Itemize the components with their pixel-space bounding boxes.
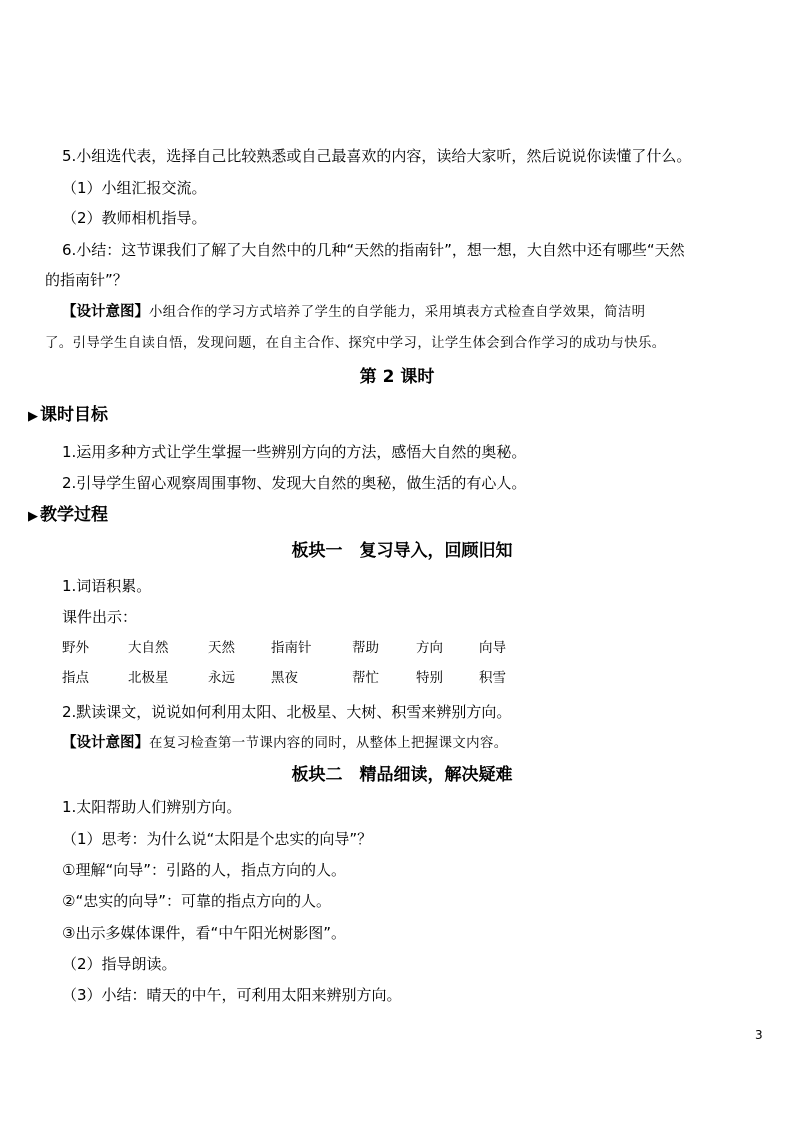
step-5-sub-1: （1）小组汇报交流。 (62, 179, 207, 197)
block-2-sub-2: （2）指导朗读。 (62, 955, 177, 973)
block-1-courseware-label: 课件出示： (62, 608, 138, 626)
step-5-text: 5.小组选代表，选择自己比较熟悉或自己最喜欢的内容，读给大家听，然后说说你读懂了什么。 (62, 147, 692, 165)
design-intent-2 (62, 733, 508, 754)
vocab-word: 帮助 (352, 640, 379, 656)
lesson-title: 第 2 课时 (359, 367, 435, 387)
block-2-point-3: ③出示多媒体课件，看“中午阳光树影图”。 (62, 924, 346, 942)
design-intent-tag: 【设计意图】 (62, 735, 149, 751)
design-intent-1-cont: 了。引导学生自读自悟，发现问题，在自主合作、探究中学习，让学生体会到合作学习的成功与快乐。 (45, 336, 666, 351)
block-1-item-1: 1.词语积累。 (62, 577, 152, 595)
vocab-word: 天然 (208, 640, 235, 656)
block-1-item-2: 2.默读课文，说说如何利用太阳、北极星、大树、积雪来辨别方向。 (62, 703, 512, 721)
goal-2: 2.引导学生留心观察周围事物、发现大自然的奥秘，做生活的有心人。 (62, 474, 527, 492)
section-process-heading (28, 503, 108, 529)
page-number: 3 (755, 1028, 763, 1042)
block-2-sub-1: （1）思考：为什么说“太阳是个忠实的向导”？ (62, 830, 373, 848)
vocab-word: 北极星 (128, 670, 169, 686)
goal-1: 1.运用多种方式让学生掌握一些辨别方向的方法，感悟大自然的奥秘。 (62, 443, 527, 461)
block-2-point-1: ①理解“向导”：引路的人，指点方向的人。 (62, 861, 346, 879)
vocab-word: 帮忙 (352, 670, 379, 686)
vocab-word: 永远 (208, 670, 235, 686)
vocab-word: 方向 (416, 640, 443, 656)
vocab-word: 指点 (62, 670, 89, 686)
step-6-text-cont: 的指南针”？ (45, 271, 128, 289)
vocab-word: 大自然 (128, 640, 169, 656)
block-1-title: 板块一 复习导入，回顾旧知 (291, 541, 513, 561)
vocab-word: 向导 (479, 640, 506, 656)
section-process-label: 教学过程 (40, 505, 108, 525)
vocab-word: 积雪 (479, 670, 506, 686)
block-2-sub-3: （3）小结：晴天的中午，可利用太阳来辨别方向。 (62, 986, 402, 1004)
block-2-point-2: ②“忠实的向导”：可靠的指点方向的人。 (62, 892, 331, 910)
design-intent-text: 小组合作的学习方式培养了学生的自学能力，采用填表方式检查自学效果，简洁明 (149, 305, 646, 320)
section-goals-heading (28, 403, 108, 429)
design-intent-tag: 【设计意图】 (62, 304, 149, 320)
block-2-item-1: 1.太阳帮助人们辨别方向。 (62, 798, 242, 816)
block-2-title: 板块二 精品细读，解决疑难 (291, 765, 513, 785)
triangle-right-icon: ▶ (28, 409, 38, 424)
design-intent-text: 在复习检查第一节课内容的同时，从整体上把握课文内容。 (149, 736, 508, 751)
step-5-sub-2: （2）教师相机指导。 (62, 209, 207, 227)
vocab-word: 特别 (416, 670, 443, 686)
design-intent-1 (62, 302, 645, 323)
triangle-right-icon: ▶ (28, 509, 38, 524)
section-goals-label: 课时目标 (40, 405, 108, 425)
vocab-word: 野外 (62, 640, 89, 656)
step-6-text: 6.小结：这节课我们了解了大自然中的几种“天然的指南针”，想一想，大自然中还有哪些“天然 (62, 241, 685, 259)
vocab-word: 黑夜 (271, 670, 298, 686)
vocab-word: 指南针 (271, 640, 312, 656)
